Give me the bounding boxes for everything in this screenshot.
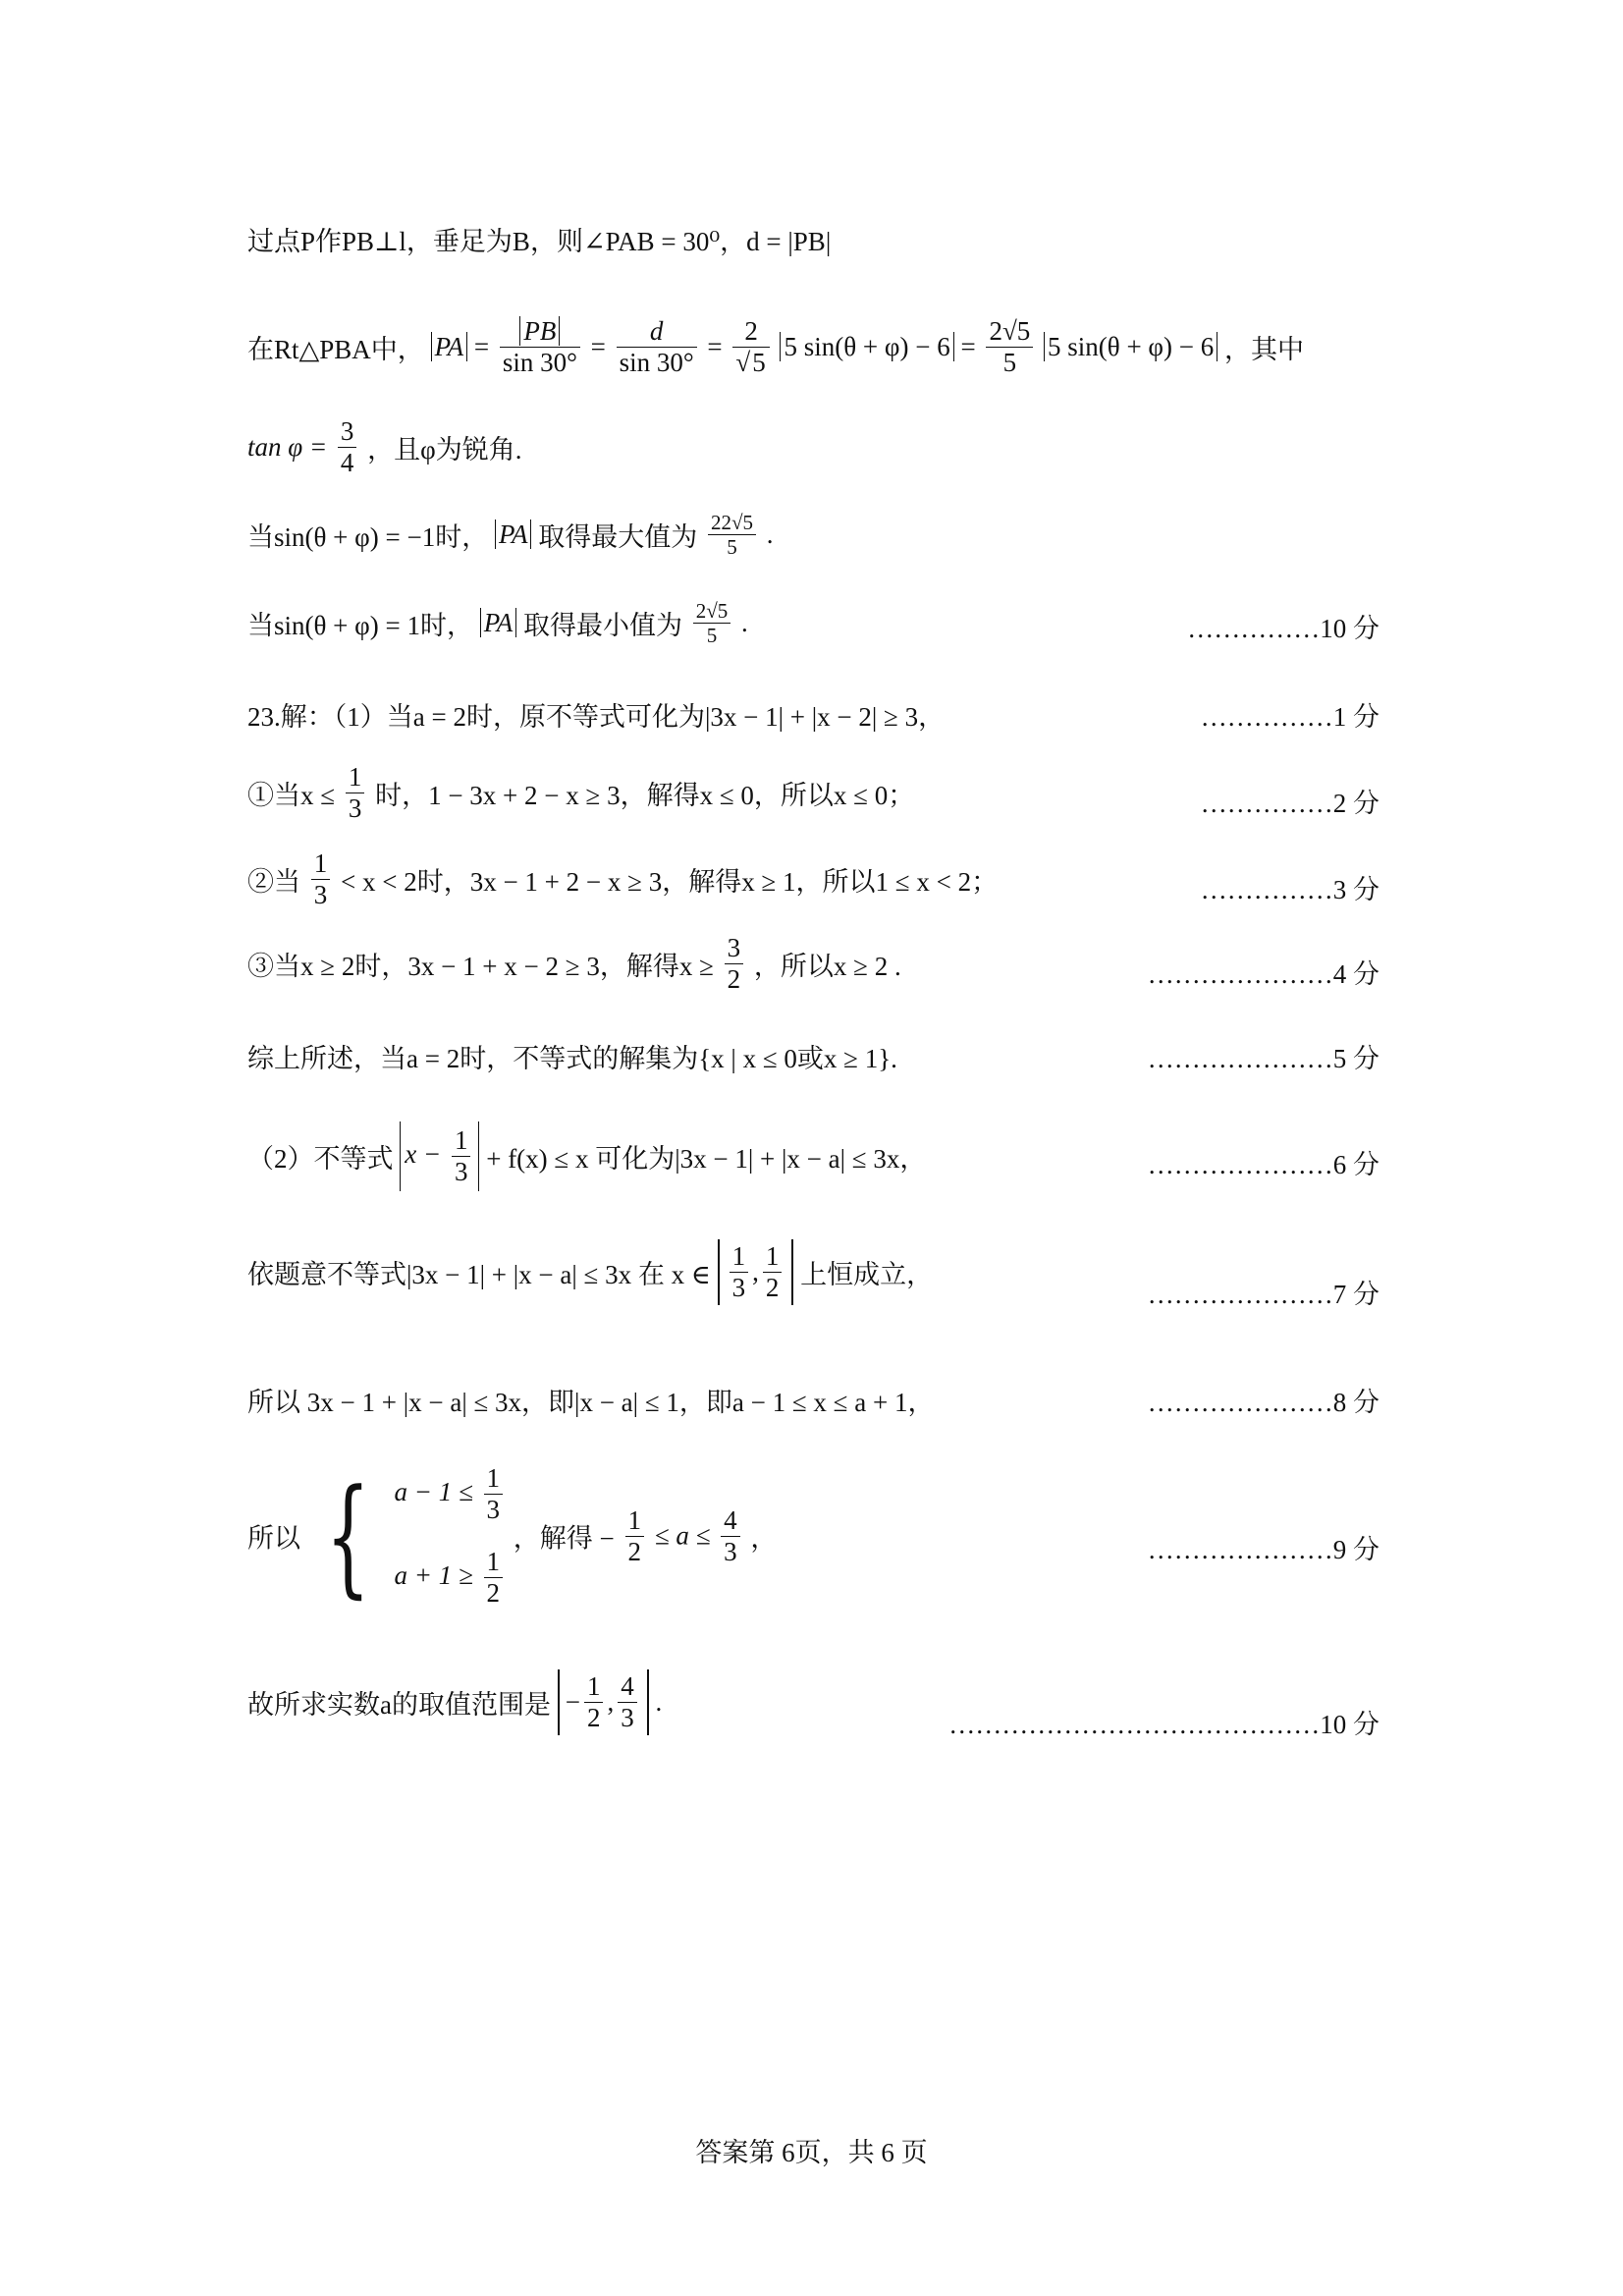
- denominator: 3: [731, 1273, 746, 1303]
- denominator: 2: [727, 964, 741, 995]
- fraction-1-over-3: [311, 848, 331, 910]
- numerator: 2√5: [693, 599, 731, 624]
- numerator: 1: [730, 1241, 749, 1273]
- comma: ,: [752, 1257, 759, 1287]
- abs-pb: PB: [519, 316, 560, 346]
- numerator: 1: [625, 1505, 645, 1537]
- minus-sign: −: [565, 1687, 580, 1718]
- text-line-10: 综上所述，当a = 2时，不等式的解集为{x | x ≤ 0或x ≥ 1}.: [247, 1044, 897, 1073]
- line-15-suffix: .: [655, 1687, 663, 1718]
- two-sqrt5-numerator: 2√5: [986, 316, 1033, 348]
- text-line-13: 所以 3x − 1 + |x − a| ≤ 3x，即|x − a| ≤ 1，即a − 1 ≤ x ≤ a + 1，: [247, 1388, 935, 1417]
- fraction-2sqrt5-over-5: [986, 316, 1033, 378]
- line-8-prefix: ②当: [247, 867, 300, 898]
- score-4: …………………4 分: [1147, 959, 1380, 989]
- line-9-prefix: ③当x ≥ 2时，3x − 1 + x − 2 ≥ 3，解得x ≥: [247, 952, 714, 982]
- line-12-suffix: 上恒成立，: [800, 1260, 934, 1290]
- left-brace-icon: {: [325, 1461, 370, 1612]
- text-line-9: [247, 933, 901, 995]
- numerator: 1: [346, 762, 365, 793]
- a-minus-1-le: a − 1 ≤: [394, 1476, 473, 1506]
- line-11-prefix: （2）不等式: [247, 1144, 394, 1175]
- x-minus: x −: [405, 1138, 442, 1169]
- line-12-prefix: 依题意不等式|3x − 1| + |x − a| ≤ 3x 在 x ∈: [247, 1260, 711, 1290]
- eq-sign: =: [960, 332, 976, 362]
- line-4-prefix: 当sin(θ + φ) = −1时，: [247, 522, 489, 553]
- denominator: 4: [340, 448, 354, 478]
- abs-sin-expression: 5 sin(θ + φ) − 6: [1044, 332, 1217, 361]
- numerator: 1: [484, 1547, 504, 1578]
- line-1-text: 过点P作PB⊥l，垂足为B，则∠PAB = 30⁰，d = |PB|: [247, 227, 832, 256]
- denominator: 3: [348, 793, 362, 824]
- text-line-4: 当sin(θ + φ) = −1时， PA 取得最大值为 $\frac{22√5}{5}$ .: [247, 511, 774, 560]
- score-5: …………………5 分: [1147, 1044, 1380, 1073]
- fraction-d-over-sin30: [617, 316, 697, 378]
- d-numerator: d: [617, 316, 697, 348]
- denominator: 2: [627, 1536, 641, 1566]
- eq-sign: =: [590, 332, 606, 362]
- a-plus-1-ge: a + 1 ≥: [394, 1559, 473, 1590]
- fraction-1-over-3: [346, 762, 365, 824]
- fraction-min-value: [693, 599, 731, 647]
- numerator: 3: [338, 416, 357, 448]
- score-3: ……………3 分: [1200, 875, 1380, 904]
- fraction-4-over-3: [618, 1671, 637, 1733]
- denominator: 3: [621, 1703, 634, 1733]
- sqrt5-denominator: 5: [752, 348, 766, 378]
- line-14-mid2: ≤ a ≤: [654, 1520, 711, 1551]
- line-2-prefix: 在Rt△PBA中，: [247, 335, 424, 365]
- sin30-denominator: sin 30°: [619, 348, 694, 378]
- text-line-12: [247, 1239, 933, 1305]
- fraction-4-over-3: [721, 1505, 740, 1567]
- text-line-2: [247, 316, 1304, 378]
- denominator: 3: [313, 880, 328, 910]
- text-line-1: [247, 220, 831, 258]
- numerator: 1: [311, 848, 331, 880]
- line-2-suffix: ，其中: [1223, 335, 1304, 365]
- line-14-prefix: 所以: [247, 1523, 300, 1554]
- line-14-suffix: ，: [750, 1523, 778, 1554]
- score-8: …………………8 分: [1147, 1388, 1380, 1417]
- fraction-1-over-2: [625, 1505, 645, 1567]
- page-footer: 答案第 6页，共 6 页: [695, 2138, 928, 2167]
- score-10-final: ……………………………………10 分: [948, 1710, 1380, 1739]
- line-14-mid: ，解得 −: [513, 1523, 615, 1554]
- denominator: 3: [486, 1495, 501, 1525]
- line-15-prefix: 故所求实数a的取值范围是: [247, 1690, 551, 1721]
- line-5-mid: 取得最小值为: [522, 611, 682, 641]
- text-line-11: [247, 1121, 926, 1191]
- line-9-suffix: ，所以x ≥ 2 .: [753, 952, 901, 982]
- two-numerator: 2: [732, 316, 769, 348]
- score-2: ……………2 分: [1200, 789, 1380, 818]
- fraction-1-over-3: [730, 1241, 749, 1303]
- line-7-suffix: 时，1 − 3x + 2 − x ≥ 3，解得x ≤ 0，所以x ≤ 0；: [375, 781, 915, 811]
- line-8-suffix: < x < 2时，3x − 1 + 2 − x ≥ 3，解得x ≥ 1，所以1 ≤ x < 2；: [341, 867, 999, 898]
- fraction-pb-over-sin30: [500, 316, 580, 378]
- numerator: 1: [452, 1125, 471, 1157]
- abs-sin-expression: 5 sin(θ + φ) − 6: [780, 332, 953, 361]
- text-line-7: [247, 762, 914, 824]
- inequality-system: [307, 1461, 507, 1612]
- text-line-6: 23.解：（1）当a = 2时，原不等式可化为|3x − 1| + |x − 2| ≥ 3，: [247, 702, 946, 732]
- fraction-1-over-3: [484, 1463, 504, 1525]
- fraction-1-over-2: [584, 1671, 604, 1733]
- numerator: 4: [721, 1505, 740, 1537]
- score-6: …………………6 分: [1147, 1150, 1380, 1179]
- denominator: 3: [454, 1157, 468, 1187]
- denominator: 5: [706, 624, 718, 648]
- denominator: 5: [727, 535, 737, 560]
- denominator: 3: [724, 1536, 737, 1566]
- score-1: ……………1 分: [1200, 702, 1380, 732]
- eq-sign: =: [473, 332, 490, 362]
- comma: ,: [607, 1687, 615, 1718]
- fraction-max-value: [708, 511, 756, 559]
- numerator: 3: [725, 933, 744, 964]
- score-7: …………………7 分: [1147, 1280, 1380, 1309]
- line-3-suffix: ，且φ为锐角.: [367, 435, 522, 465]
- numerator: 1: [584, 1671, 604, 1703]
- text-line-15: [247, 1669, 662, 1735]
- score-9: …………………9 分: [1147, 1535, 1380, 1564]
- text-line-3: [247, 416, 522, 478]
- fraction-1-over-2: [484, 1547, 504, 1609]
- score-10: ……………10 分: [1187, 614, 1380, 643]
- fraction-3-over-4: [338, 416, 357, 478]
- abs-pa: PA: [495, 519, 532, 549]
- line-11-suffix: + f(x) ≤ x 可化为|3x − 1| + |x − a| ≤ 3x，: [486, 1144, 927, 1175]
- denominator: 2: [486, 1578, 501, 1609]
- fraction-1-over-3: [452, 1125, 471, 1187]
- text-line-8: [247, 848, 998, 910]
- sin30-denominator: sin 30°: [502, 348, 577, 378]
- numerator: 1: [484, 1463, 504, 1495]
- fraction-2-over-sqrt5: $\frac{2}{√5}$: [732, 316, 769, 378]
- five-denominator: 5: [1002, 348, 1017, 378]
- line-5-prefix: 当sin(θ + φ) = 1时，: [247, 611, 473, 641]
- fraction-1-over-2: [763, 1241, 783, 1303]
- line-7-prefix: ①当x ≤: [247, 781, 336, 811]
- abs-pa: PA: [480, 608, 517, 637]
- eq-sign: =: [707, 332, 723, 362]
- line-4-mid: 取得最大值为: [538, 522, 698, 553]
- fraction-3-over-2: [725, 933, 744, 995]
- numerator: 4: [618, 1671, 637, 1703]
- numerator: 22√5: [708, 511, 756, 535]
- denominator: 2: [765, 1273, 780, 1303]
- abs-x-minus-third: [400, 1121, 479, 1191]
- interval-bracket: [718, 1239, 794, 1305]
- text-line-14: [247, 1461, 778, 1612]
- range-bracket: [558, 1669, 649, 1735]
- tan-phi: tan φ =: [247, 432, 328, 463]
- denominator: 2: [586, 1703, 601, 1733]
- text-line-5: 当sin(θ + φ) = 1时， PA 取得最小值为 $\frac{2√5}{5}$ .: [247, 599, 748, 648]
- abs-pa: PA: [431, 332, 468, 361]
- numerator: 1: [763, 1241, 783, 1273]
